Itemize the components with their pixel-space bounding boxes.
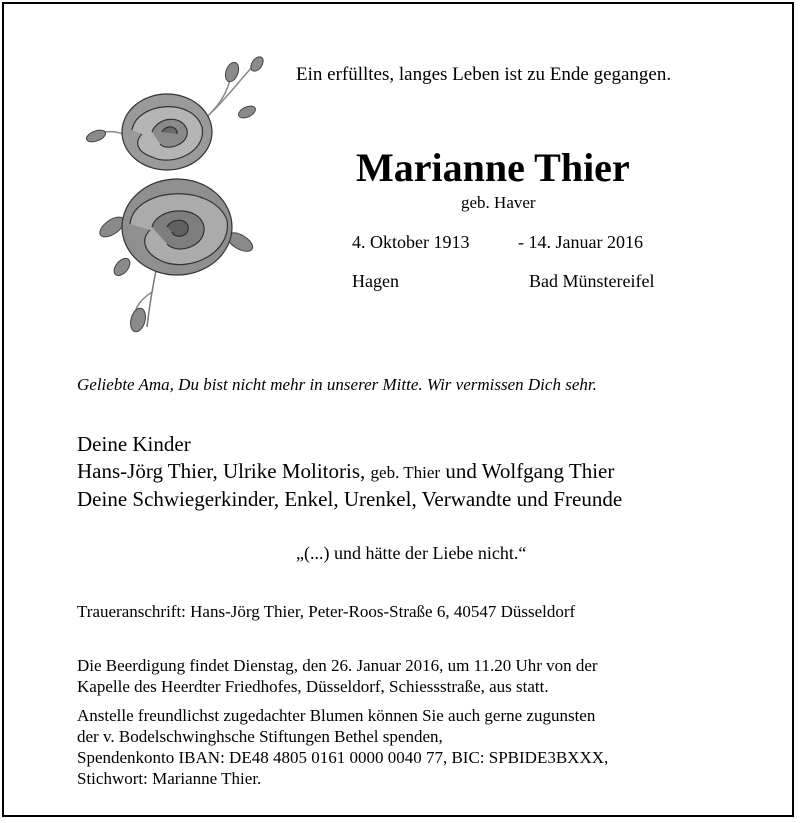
mourning-address: Traueranschrift: Hans-Jörg Thier, Peter-Roos-Straße 6, 40547 Düsseldorf	[77, 602, 576, 621]
family-line-names	[77, 459, 614, 484]
donation-line: Stichwort: Marianne Thier.	[77, 769, 262, 788]
funeral-info	[77, 655, 598, 697]
born-name: geb. Haver	[461, 193, 536, 212]
birth-date: 4. Oktober 1913	[352, 232, 470, 252]
family-born-note: geb. Thier	[370, 463, 441, 482]
funeral-line: Kapelle des Heerdter Friedhofes, Düsseldorf, Schiessstraße, aus statt.	[77, 677, 549, 696]
family-names-end: und Wolfgang Thier	[440, 459, 615, 483]
quote: „(...) und hätte der Liebe nicht.“	[296, 543, 527, 563]
family-names-part: Hans-Jörg Thier, Ulrike Molitoris,	[77, 459, 371, 483]
dedication: Geliebte Ama, Du bist nicht mehr in unserer Mitte. Wir vermissen Dich sehr.	[77, 375, 597, 394]
obituary-notice	[2, 2, 794, 817]
rose-illustration	[82, 52, 264, 334]
birth-place: Hagen	[352, 271, 399, 291]
donation-line: der v. Bodelschwinghsche Stiftungen Bethel spenden,	[77, 727, 443, 746]
donation-line: Anstelle freundlichst zugedachter Blumen können Sie auch gerne zugunsten	[77, 706, 596, 725]
funeral-line: Die Beerdigung findet Dienstag, den 26. Januar 2016, um 11.20 Uhr von der	[77, 656, 598, 675]
family-line-relatives: Deine Schwiegerkinder, Enkel, Urenkel, Verwandte und Freunde	[77, 487, 623, 511]
donation-info	[77, 705, 608, 789]
death-place: Bad Münstereifel	[529, 271, 655, 291]
donation-line: Spendenkonto IBAN: DE48 4805 0161 0000 0040 77, BIC: SPBIDE3BXXX,	[77, 748, 609, 767]
deceased-name: Marianne Thier	[356, 145, 630, 190]
family-line-children: Deine Kinder	[77, 432, 191, 456]
intro-text: Ein erfülltes, langes Leben ist zu Ende gegangen.	[296, 64, 672, 85]
death-date: - 14. Januar 2016	[518, 232, 643, 252]
